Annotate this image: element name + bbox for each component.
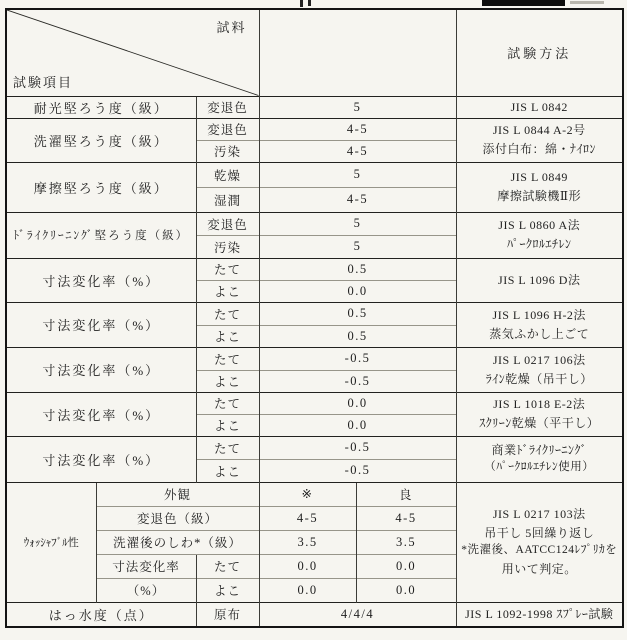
result-value: ※	[259, 482, 356, 506]
table-row	[6, 258, 623, 280]
sub-item: 乾燥	[196, 162, 259, 187]
sub-item: たて	[196, 436, 259, 459]
sample-header-label: 試料	[216, 20, 247, 35]
sub-item: 変退色	[196, 96, 259, 118]
sub-item: 汚染	[196, 235, 259, 258]
table-row	[6, 118, 623, 140]
result-value: 5	[259, 162, 456, 187]
result-value: 3.5	[259, 530, 356, 554]
result-value: 0.0	[356, 578, 456, 602]
result-value: -0.5	[259, 459, 456, 482]
header-row	[6, 9, 623, 96]
scan-smudge-artifact	[570, 1, 604, 4]
test-item: 寸法変化率（%）	[6, 302, 196, 347]
sub-item: よこ	[196, 578, 259, 602]
sub-item: 汚染	[196, 140, 259, 162]
test-method: JIS L 0842	[456, 96, 623, 118]
sub-item: たて	[196, 302, 259, 325]
washable-section-label: ｳｫｯｼｬﾌﾞﾙ性	[6, 482, 96, 602]
sub-item: 変退色	[196, 118, 259, 140]
result-value: 4-5	[259, 506, 356, 530]
result-value: 5	[259, 212, 456, 235]
sub-item: たて	[196, 392, 259, 414]
redaction-bar-artifact	[482, 0, 565, 6]
sub-item: 原布	[196, 602, 259, 627]
result-value: 0.0	[259, 554, 356, 578]
result-value: 良	[356, 482, 456, 506]
result-value: 0.5	[259, 325, 456, 347]
washable-row-label: 洗濯後のしわ*（級）	[96, 530, 259, 554]
method-header-label: 試験方法	[456, 9, 623, 96]
test-item: 耐光堅ろう度（級）	[6, 96, 196, 118]
washable-row-label: 寸法変化率	[96, 554, 196, 578]
table-row	[6, 392, 623, 414]
table-row	[6, 347, 623, 370]
sub-item: たて	[196, 347, 259, 370]
result-value: 4/4/4	[259, 602, 456, 627]
washable-row-label: 変退色（級）	[96, 506, 259, 530]
result-value: 5	[259, 96, 456, 118]
result-value: 4-5	[356, 506, 456, 530]
result-value: 0.0	[356, 554, 456, 578]
test-item: 寸法変化率（%）	[6, 392, 196, 436]
table-row	[6, 212, 623, 235]
sub-item: よこ	[196, 414, 259, 436]
test-method: JIS L 1092-1998 ｽﾌﾟﾚｰ試験	[456, 602, 623, 627]
test-method: JIS L 0844 A-2号 添付白布：綿・ﾅｲﾛﾝ	[456, 118, 623, 162]
washable-row-label: 外観	[96, 482, 259, 506]
test-item: はっ水度（点）	[6, 602, 196, 627]
test-item: 寸法変化率（%）	[6, 258, 196, 302]
diagonal-header-cell	[6, 9, 259, 96]
result-value: -0.5	[259, 370, 456, 392]
table-row	[6, 302, 623, 325]
sub-item: 湿潤	[196, 187, 259, 212]
sub-item: よこ	[196, 325, 259, 347]
table-row	[6, 482, 623, 506]
table-row	[6, 96, 623, 118]
test-report-table	[5, 8, 624, 628]
result-value: 0.5	[259, 258, 456, 280]
test-method: JIS L 1096 D法	[456, 258, 623, 302]
result-value: 0.0	[259, 578, 356, 602]
result-value: 0.5	[259, 302, 456, 325]
test-item: ﾄﾞﾗｲｸﾘｰﾆﾝｸﾞ堅ろう度（級）	[6, 212, 196, 258]
test-method: JIS L 0849 摩擦試験機Ⅱ形	[456, 162, 623, 212]
sub-item: よこ	[196, 280, 259, 302]
test-item-header-label: 試験項目	[13, 74, 74, 90]
test-method: JIS L 1018 E-2法 ｽｸﾘｰﾝ乾燥（平干し）	[456, 392, 623, 436]
result-value: -0.5	[259, 436, 456, 459]
table-row	[6, 162, 623, 187]
sub-item: よこ	[196, 459, 259, 482]
result-value: 0.0	[259, 414, 456, 436]
result-value: 4-5	[259, 140, 456, 162]
test-method: 商業ﾄﾞﾗｲｸﾘｰﾆﾝｸﾞ （ﾊﾟｰｸﾛﾙｴﾁﾚﾝ使用）	[456, 436, 623, 482]
result-value: 0.0	[259, 280, 456, 302]
sub-item: 変退色	[196, 212, 259, 235]
value-header-cell	[259, 9, 456, 96]
cutoff-text-artifact	[300, 0, 314, 7]
result-value: 5	[259, 235, 456, 258]
table-row	[6, 602, 623, 627]
test-method: JIS L 0217 103法 吊干し 5回繰り返し *洗濯後、AATCC124ﾚﾌﾟﾘｶを 用いて判定。	[456, 482, 623, 602]
table-row	[6, 436, 623, 459]
test-item: 寸法変化率（%）	[6, 347, 196, 392]
test-method: JIS L 1096 H-2法 蒸気ふかし上ごて	[456, 302, 623, 347]
result-value: 3.5	[356, 530, 456, 554]
washable-row-label: （%）	[96, 578, 196, 602]
sub-item: よこ	[196, 370, 259, 392]
sub-item: たて	[196, 258, 259, 280]
test-item: 摩擦堅ろう度（級）	[6, 162, 196, 212]
test-method: JIS L 0217 106法 ﾗｲﾝ乾燥（吊干し）	[456, 347, 623, 392]
result-value: -0.5	[259, 347, 456, 370]
test-method: JIS L 0860 A法 ﾊﾟｰｸﾛﾙｴﾁﾚﾝ	[456, 212, 623, 258]
result-value: 0.0	[259, 392, 456, 414]
result-value: 4-5	[259, 118, 456, 140]
test-item: 洗濯堅ろう度（級）	[6, 118, 196, 162]
test-item: 寸法変化率（%）	[6, 436, 196, 482]
sub-item: たて	[196, 554, 259, 578]
result-value: 4-5	[259, 187, 456, 212]
